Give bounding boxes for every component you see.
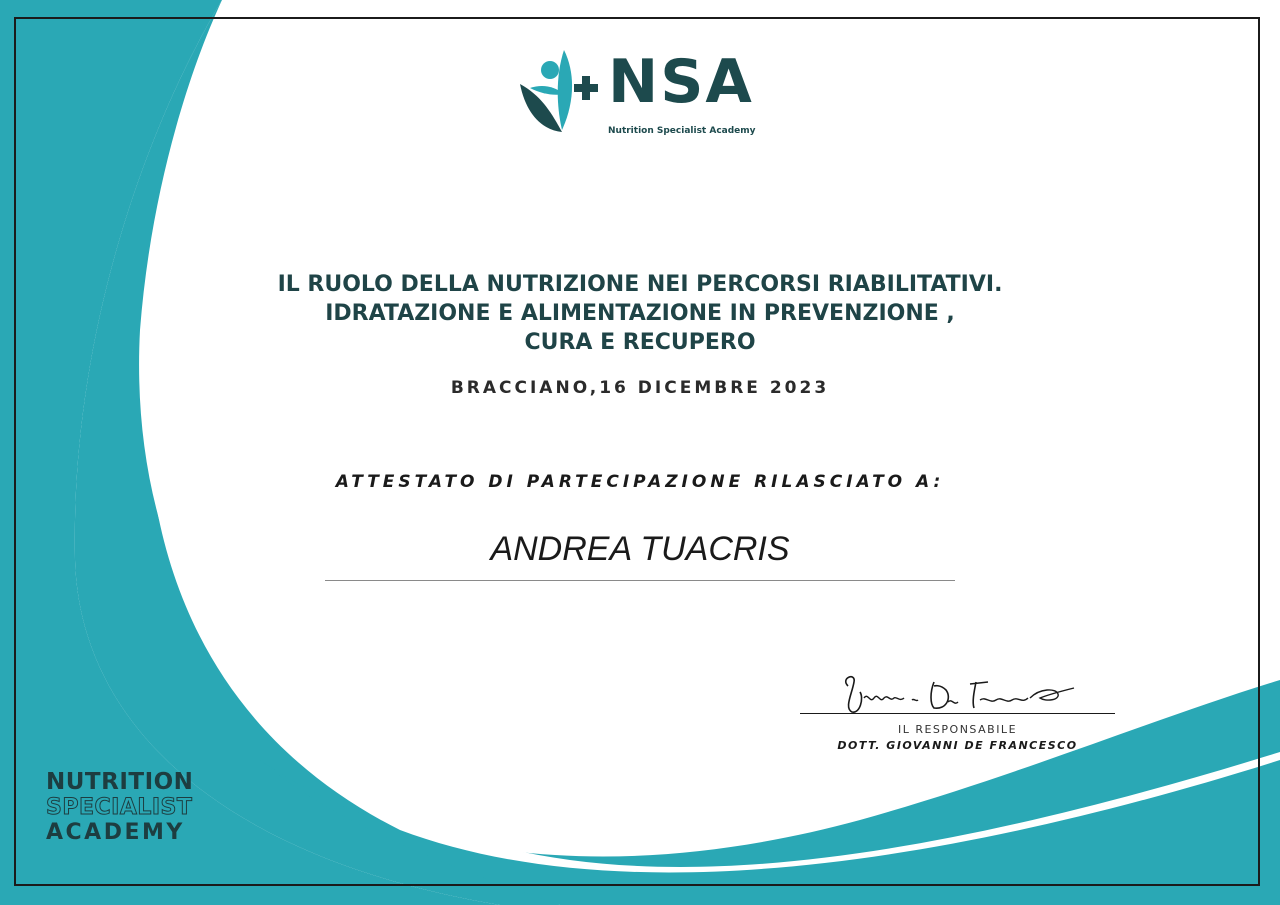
certificate-heading: ATTESTATO DI PARTECIPAZIONE RILASCIATO A: xyxy=(335,472,945,492)
leaf-person-icon xyxy=(512,44,604,136)
nsa-logo xyxy=(512,44,772,144)
logo-wordmark: NSA xyxy=(608,47,754,117)
place-date: BRACCIANO,16 DICEMBRE 2023 xyxy=(450,378,830,398)
footer-logo-line: SPECIALIST xyxy=(46,795,193,820)
signatory-name: DOTT. GIOVANNI DE FRANCESCO xyxy=(837,739,1078,752)
logo-subtitle: Nutrition Specialist Academy xyxy=(608,126,756,136)
signature-line xyxy=(800,713,1115,714)
course-title xyxy=(150,270,1130,357)
footer-logo-line: ACADEMY xyxy=(46,820,185,845)
course-title-line: CURA E RECUPERO xyxy=(524,330,756,355)
footer-logo-line: NUTRITION xyxy=(46,769,194,795)
recipient-underline xyxy=(325,580,955,581)
footer-academy-logo xyxy=(46,770,193,845)
signatory-role: IL RESPONSABILE xyxy=(897,723,1018,736)
course-title-line: IL RUOLO DELLA NUTRIZIONE NEI PERCORSI RIABILITATIVI. xyxy=(277,272,1003,297)
course-title-line: IDRATAZIONE E ALIMENTAZIONE IN PREVENZIONE , xyxy=(325,301,955,326)
recipient-name: ANDREA TUACRIS xyxy=(490,530,790,568)
